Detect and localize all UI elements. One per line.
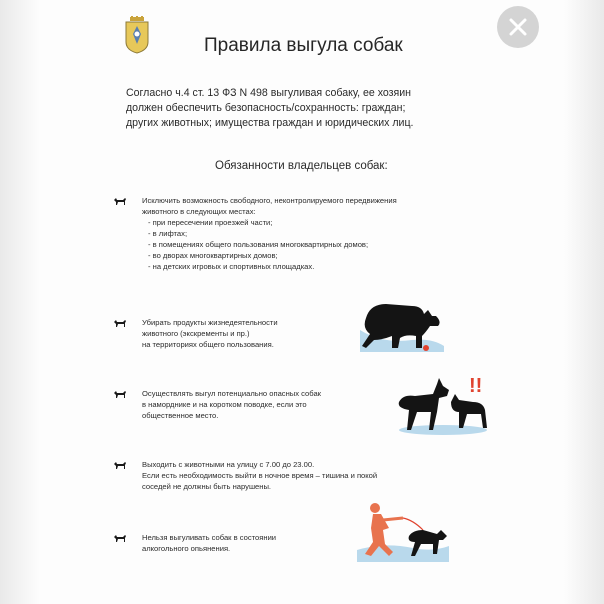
rule-line: Исключить возможность свободного, неконтролируемого передвижения (142, 196, 397, 205)
dog-bullet-icon (113, 532, 127, 544)
intro-line: других животных; имущества граждан и юридических лиц. (126, 117, 414, 129)
drunk-walker-illustration (353, 500, 453, 566)
close-button[interactable] (497, 6, 539, 48)
rule-line: Нельзя выгуливать собак в состоянии (142, 533, 277, 542)
rule-line: Убирать продукты жизнедеятельности (142, 318, 278, 327)
dog-bullet-icon (113, 459, 127, 471)
rule-line: Если есть необходимость выйти в ночное время – тишина и покой (142, 471, 378, 480)
rule-subitem: - в помещениях общего пользования многоквартирных домов; (148, 240, 369, 249)
dog-squatting-illustration (352, 296, 448, 354)
rule-line: животного (экскременты и пр.) (142, 329, 250, 338)
intro-line: должен обеспечить безопасность/сохранность: граждан; (126, 102, 406, 114)
rule-subitem: - при пересечении проезжей части; (148, 218, 273, 227)
rule-subitem: - во дворах многоквартирных домов; (148, 251, 278, 260)
page-edge-right (564, 0, 604, 604)
rule-text (142, 532, 276, 554)
rule-line: Осуществлять выгул потенциально опасных собак (142, 389, 321, 398)
dog-bullet-icon (113, 317, 127, 329)
rule-line: животного в следующих местах: (142, 207, 256, 216)
dog-bullet-icon (113, 388, 127, 400)
section-heading: Обязанности владельцев собак: (215, 160, 388, 172)
rule-subitem: - на детских игровых и спортивных площадках. (148, 262, 315, 271)
rule-line: в наморднике и на коротком поводке, если это (142, 400, 307, 409)
coat-of-arms-icon (124, 16, 150, 54)
rule-text (142, 388, 321, 421)
rule-text (142, 195, 397, 272)
warning-marks: !! (469, 375, 483, 397)
page-edge-left (0, 0, 40, 604)
rule-subitem: - в лифтах; (148, 229, 188, 238)
rule-line: на территориях общего пользования. (142, 340, 274, 349)
rule-text (142, 317, 278, 350)
two-dogs-illustration (393, 372, 497, 436)
dog-bullet-icon (113, 195, 127, 207)
rule-line: Выходить с животными на улицу с 7.00 до 23.00. (142, 460, 315, 469)
rule-line: алкогольного опьянения. (142, 544, 231, 553)
page-title: Правила выгула собак (204, 35, 403, 56)
rule-line: соседей не должны быть нарушены. (142, 482, 272, 491)
rule-line: общественное место. (142, 411, 219, 420)
rule-text (142, 459, 377, 492)
close-icon (508, 17, 528, 37)
intro-line: Согласно ч.4 ст. 13 ФЗ N 498 выгуливая собаку, ее хозяин (126, 87, 412, 99)
intro-paragraph (126, 86, 476, 131)
